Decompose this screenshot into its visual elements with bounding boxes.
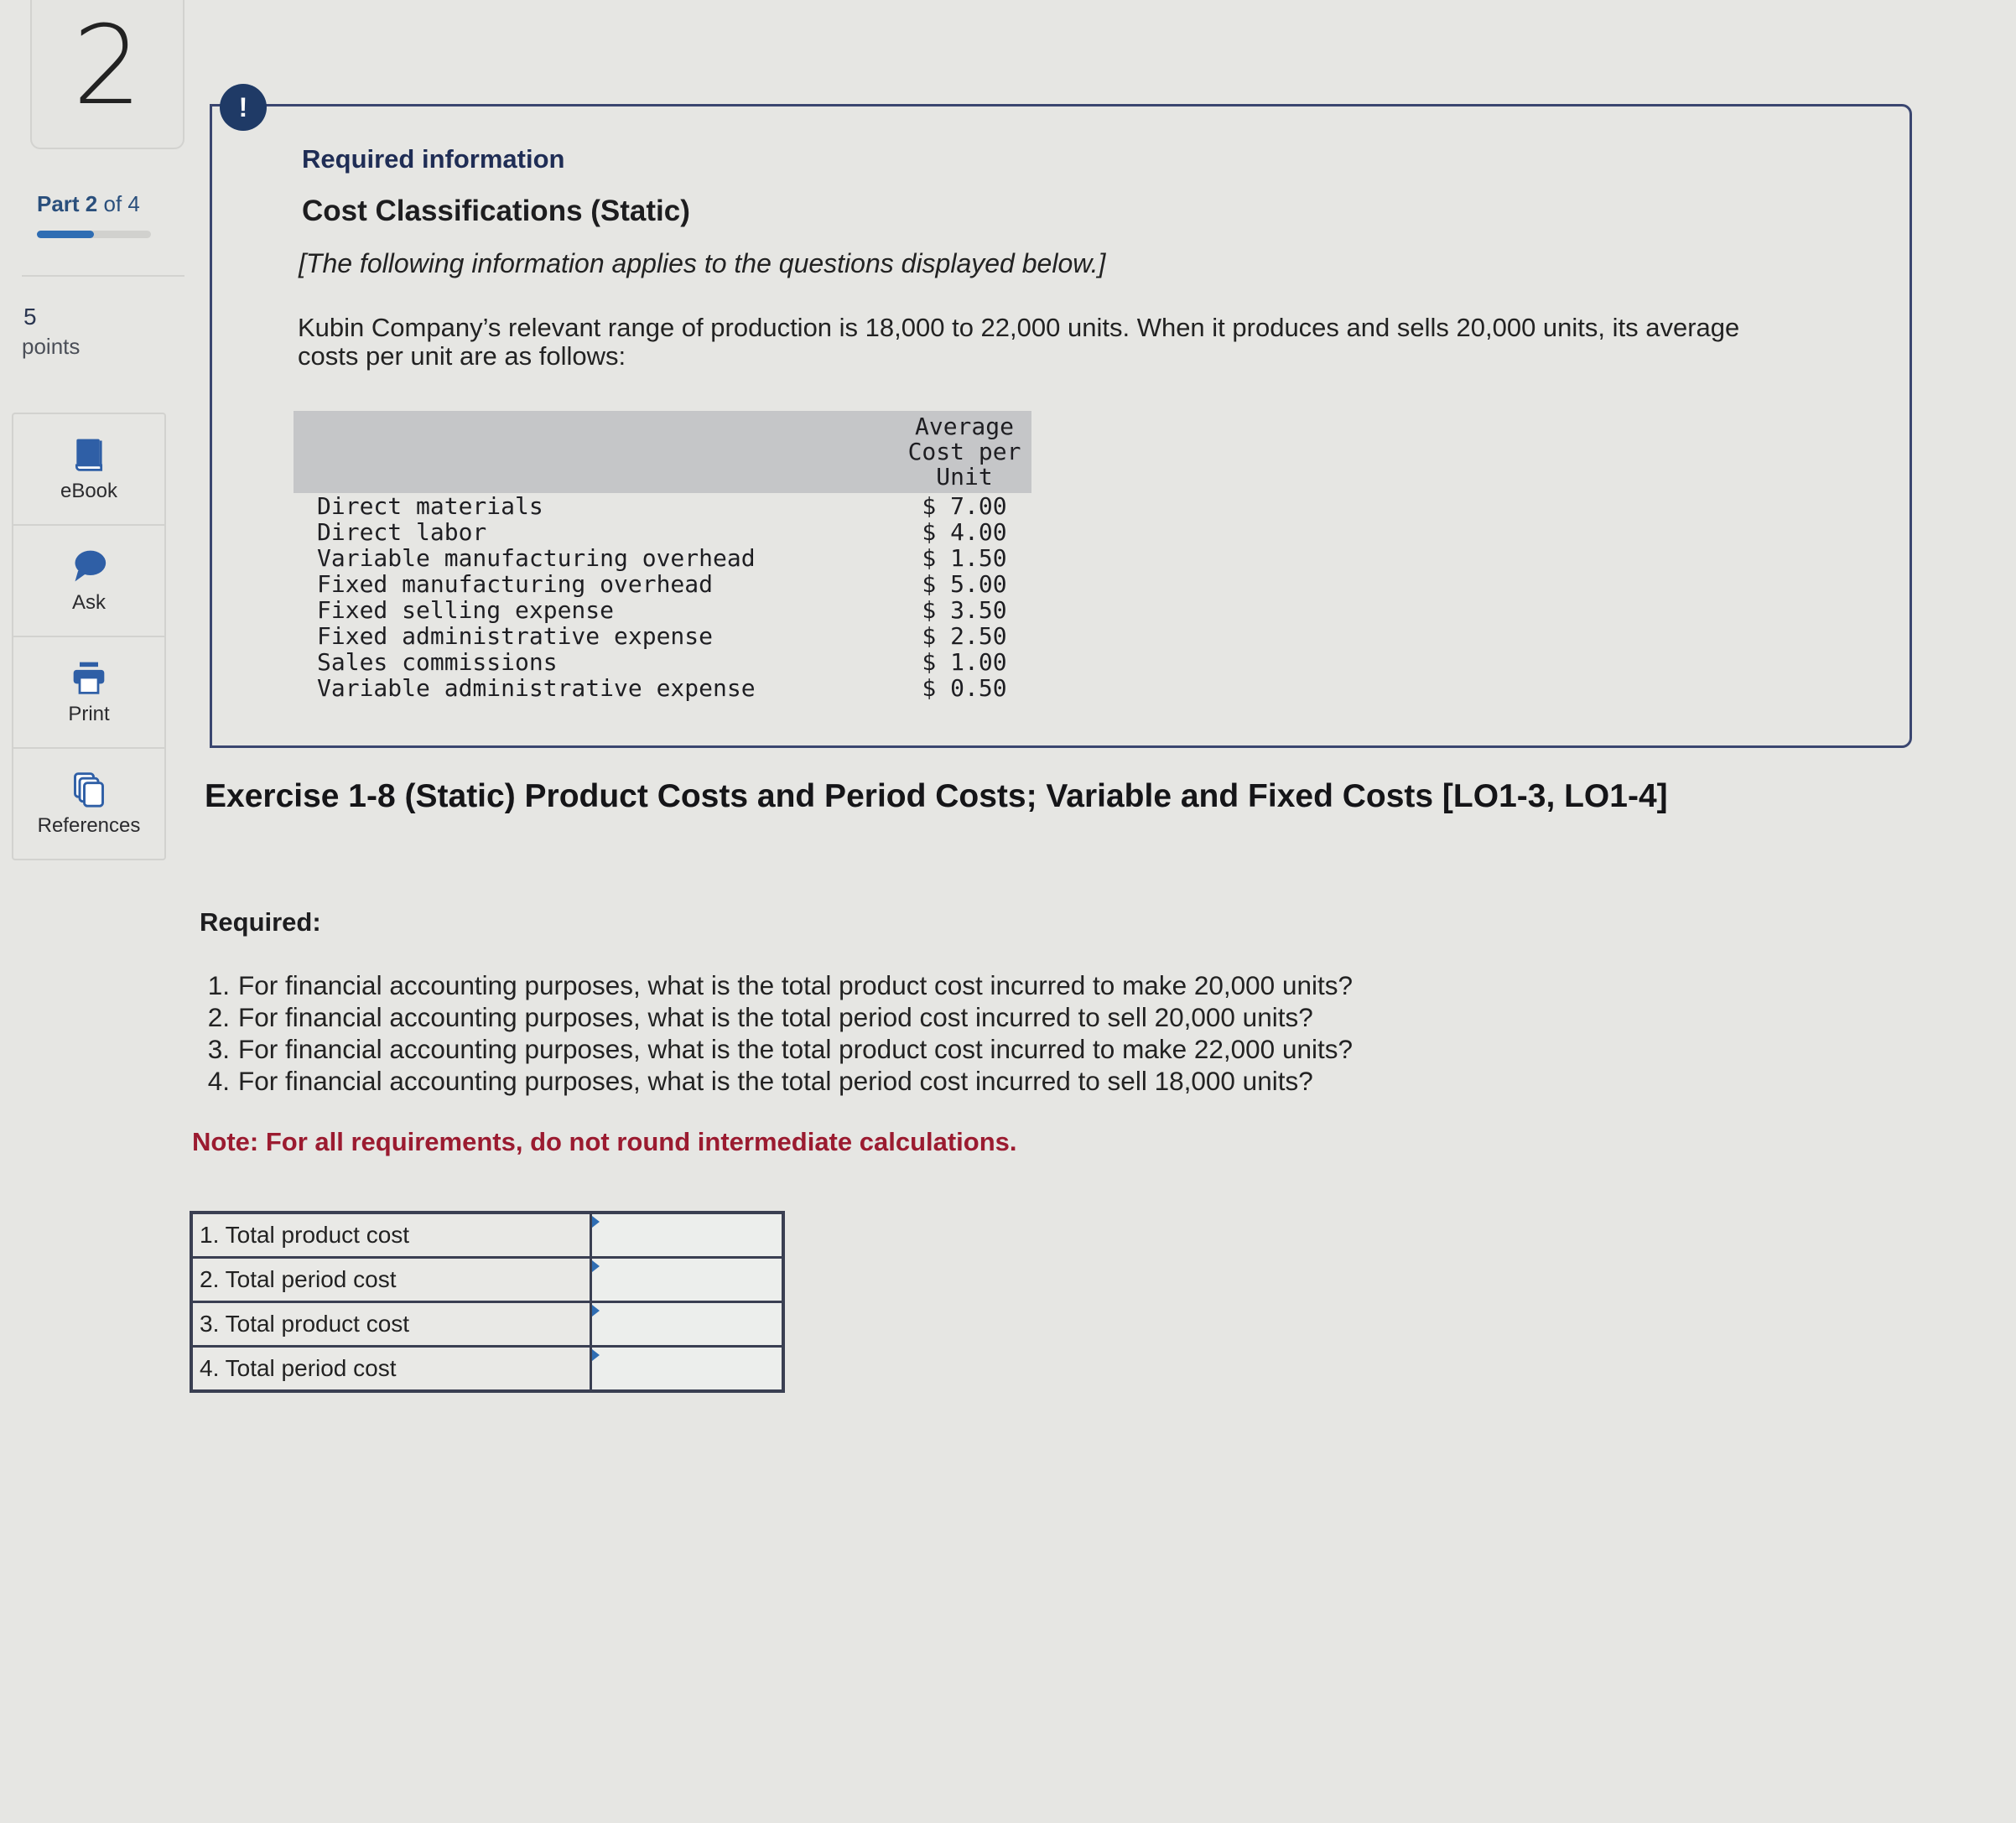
answer-cell <box>591 1347 784 1392</box>
table-row <box>294 571 1031 597</box>
ebook-label: eBook <box>60 479 118 502</box>
applies-note: [The following information applies to the questions displayed below.] <box>299 248 1106 278</box>
row-value: $ 0.50 <box>922 674 1007 702</box>
part-current: Part 2 <box>37 191 98 216</box>
requirement-text: For financial accounting purposes, what is the total period cost incurred to sell 20,000 units? <box>238 1002 1313 1032</box>
requirement-item <box>191 1033 1353 1065</box>
intro-text: Kubin Company’s relevant range of production is 18,000 to 22,000 units. When it produces and sells 20,000 units, its average costs per unit are as follows: <box>298 313 1740 371</box>
table-row <box>294 597 1031 623</box>
answer-cell <box>591 1258 784 1302</box>
requirement-text: For financial accounting purposes, what is the total product cost incurred to make 22,000 units? <box>238 1034 1353 1064</box>
part-progress-bar <box>37 231 151 238</box>
row-desc: Fixed manufacturing overhead <box>317 570 714 598</box>
row-value: $ 4.00 <box>922 518 1007 546</box>
table-row <box>294 623 1031 649</box>
required-info-heading: Required information <box>302 144 565 174</box>
row-desc: Sales commissions <box>317 648 558 676</box>
input-flag-icon <box>592 1305 600 1317</box>
total-product-cost-22000-input[interactable] <box>592 1305 782 1343</box>
points-value: 5 <box>23 304 37 330</box>
header-avg-cost: Average Cost per Unit <box>897 411 1031 493</box>
row-desc: Fixed administrative expense <box>317 622 714 650</box>
row-value: $ 7.00 <box>922 492 1007 520</box>
input-flag-icon <box>592 1260 600 1272</box>
row-desc: Direct labor <box>317 518 487 546</box>
question-number-tab <box>30 0 184 149</box>
requirement-number: 4. <box>207 1066 230 1096</box>
ebook-button[interactable] <box>13 414 164 526</box>
exercise-title: Exercise 1-8 (Static) Product Costs and Period Costs; Variable and Fixed Costs [LO1-3, LO1-4] <box>205 778 1668 814</box>
row-desc: Variable administrative expense <box>317 674 756 702</box>
requirement-item <box>191 1001 1353 1033</box>
answer-table <box>190 1211 785 1393</box>
part-indicator <box>37 191 140 217</box>
row-desc: Fixed selling expense <box>317 596 615 624</box>
ask-button[interactable] <box>13 526 164 637</box>
requirement-number: 2. <box>207 1002 230 1032</box>
requirement-text: For financial accounting purposes, what is the total product cost incurred to make 20,000 units? <box>238 970 1353 1000</box>
answer-cell <box>591 1213 784 1258</box>
question-number: 2 <box>72 2 143 129</box>
points-label: points <box>22 334 81 359</box>
alert-icon: ! <box>220 84 267 131</box>
row-value: $ 3.50 <box>922 596 1007 624</box>
input-flag-icon <box>592 1216 600 1228</box>
references-button[interactable] <box>13 749 164 859</box>
ask-label: Ask <box>71 590 106 614</box>
tools-panel <box>12 413 166 860</box>
answer-row <box>191 1213 783 1258</box>
documents-stack-icon <box>70 771 107 808</box>
rounding-note: Note: For all requirements, do not round intermediate calculations. <box>192 1127 1017 1156</box>
book-icon <box>70 436 107 473</box>
info-title: Cost Classifications (Static) <box>302 195 690 227</box>
answer-row <box>191 1258 783 1302</box>
requirements-list <box>191 969 1353 1097</box>
answer-row <box>191 1347 783 1392</box>
total-period-cost-20000-input[interactable] <box>592 1260 782 1299</box>
header-blank <box>294 411 897 493</box>
table-row <box>294 649 1031 675</box>
part-of: of 4 <box>103 191 140 216</box>
table-row <box>294 493 1031 519</box>
requirement-number: 1. <box>207 970 230 1000</box>
row-desc: Direct materials <box>317 492 543 520</box>
row-desc: Variable manufacturing overhead <box>317 544 756 572</box>
speech-bubble-icon <box>70 548 107 584</box>
cost-per-unit-table <box>294 411 1031 701</box>
answer-label: 1. Total product cost <box>191 1213 591 1258</box>
answer-label: 4. Total period cost <box>191 1347 591 1392</box>
part-progress-fill <box>37 231 94 238</box>
requirement-item <box>191 1065 1353 1097</box>
input-flag-icon <box>592 1349 600 1361</box>
total-product-cost-20000-input[interactable] <box>592 1216 782 1254</box>
requirement-item <box>191 969 1353 1001</box>
answer-cell <box>591 1302 784 1347</box>
answer-row <box>191 1302 783 1347</box>
answer-label: 2. Total period cost <box>191 1258 591 1302</box>
required-label: Required: <box>200 907 321 937</box>
answer-label: 3. Total product cost <box>191 1302 591 1347</box>
row-value: $ 1.50 <box>922 544 1007 572</box>
print-button[interactable] <box>13 637 164 749</box>
references-label: References <box>37 813 141 837</box>
table-header-row <box>294 411 1031 493</box>
table-row <box>294 545 1031 571</box>
requirement-number: 3. <box>207 1034 230 1064</box>
total-period-cost-18000-input[interactable] <box>592 1349 782 1388</box>
table-row <box>294 519 1031 545</box>
row-value: $ 2.50 <box>922 622 1007 650</box>
print-label: Print <box>68 702 110 725</box>
row-value: $ 5.00 <box>922 570 1007 598</box>
requirement-text: For financial accounting purposes, what is the total period cost incurred to sell 18,000 units? <box>238 1066 1313 1096</box>
row-value: $ 1.00 <box>922 648 1007 676</box>
printer-icon <box>70 659 107 696</box>
table-row <box>294 675 1031 701</box>
rail-divider <box>22 275 184 277</box>
